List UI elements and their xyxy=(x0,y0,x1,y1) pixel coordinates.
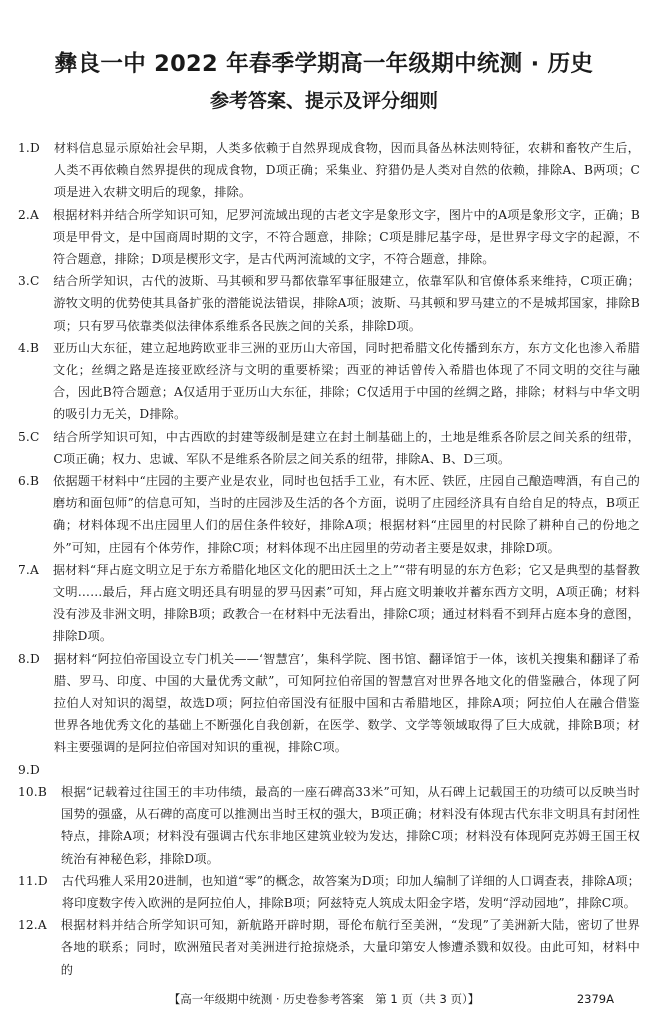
answer-number xyxy=(18,426,53,470)
question-number: 3. xyxy=(18,274,30,289)
answer-item xyxy=(18,137,640,204)
answer-choice: C xyxy=(29,274,40,289)
answer-list xyxy=(18,137,640,981)
answer-item xyxy=(18,648,640,759)
answer-item xyxy=(18,914,640,981)
answer-item xyxy=(18,559,640,648)
question-number: 4. xyxy=(18,340,30,355)
answer-choice: B xyxy=(29,340,40,355)
answer-number xyxy=(18,914,61,981)
answer-choice: B xyxy=(29,474,40,489)
answer-item xyxy=(18,470,640,559)
question-number: 2. xyxy=(18,207,30,222)
answer-explanation: 材料信息显示原始社会早期，人类多依赖于自然界现成食物，因而具备丛林法则特征，农耕和畜牧产生后，人类不再依赖自然界提供的现成食物，D项正确；采集业、狩猎仍是人类对自然的依赖，排除A、B两项；C项是进入农耕文明后的现象，排除。 xyxy=(53,141,640,200)
answer-choice: D xyxy=(37,873,48,888)
answer-explanation: 依据题干材料中“庄园的主要产业是农业，同时也包括手工业，有木匠、铁匠，庄园自己酿造啤酒，有自己的磨坊和面包师”的信息可知，当时的庄园涉及生活的各个方面，说明了庄园经济具有自给自足的特点，B项正确；材料体现不出庄园里人们的居住条件较好，排除A项；根据材料“庄园里的村民除了耕种自己的份地之外”可知，庄园有个体劳作，排除C项；材料体现不出庄园里的劳动者主要是奴隶，排除D项。 xyxy=(53,474,640,555)
answer-number xyxy=(18,137,54,204)
answer-explanation: 古代玛雅人采用20进制，也知道“零”的概念，故答案为D项；印加人编制了详细的人口调查表，排除A项；将印度数字传入欧洲的是阿拉伯人，排除B项；阿兹特克人筑成太阳金字塔，发明“浮动园地”，排除C项。 xyxy=(61,873,640,910)
answer-choice: A xyxy=(29,562,39,577)
answer-item xyxy=(18,759,640,781)
question-number: 9. xyxy=(18,762,30,777)
answer-explanation: 根据材料并结合所学知识可知，尼罗河流域出现的古老文字是象形文字，图片中的A项是象形文字，正确；B项是甲骨文，是中国商周时期的文字，不符合题意，排除；C项是腓尼基字母，是世界字母文字的起源，不符合题意，排除；D项是楔形文字，是古代两河流域的文字，不符合题意，排除。 xyxy=(52,207,640,267)
answer-choice: B xyxy=(37,784,47,799)
answer-explanation: 据材料“阿拉伯帝国设立专门机关——‘智慧宫’，集科学院、图书馆、翻译馆于一体，该机关搜集和翻译了希腊、罗马、印度、中国的大量优秀文献”，可知阿拉伯帝国的智慧宫对世界各地文化的借鉴融合，体现了阿拉伯人对知识的渴望，故选D项；阿拉伯帝国没有征服中国和古希腊地区，排除A项；阿拉伯人在融合借鉴世界各地优秀文化的基础上不断强化自我创新，在医学、数学、文学等领域取得了巨大成就，排除B项；材料主要强调的是阿拉伯帝国对知识的重视，排除C项。 xyxy=(53,651,640,755)
question-number: 8. xyxy=(18,651,30,666)
footer-code: 2379A xyxy=(576,992,614,1006)
answer-choice: D xyxy=(29,762,40,777)
answer-number xyxy=(18,470,53,559)
answer-explanation: 结合所学知识，古代的波斯、马其顿和罗马都依靠军事征服建立，依靠军队和官僚体系来维持，C项正确；游牧文明的优势使其具备扩张的潜能说法错误，排除A项；波斯、马其顿和罗马建立的不是城邦国家，排除B项；只有罗马依靠类似法律体系维系各民族之间的关系，排除D项。 xyxy=(53,274,640,333)
answer-choice: A xyxy=(29,207,39,222)
answer-explanation xyxy=(54,759,640,781)
answer-choice: A xyxy=(37,918,47,933)
footer-label: 【高一年级期中统测 · 历史卷参考答案 第 1 页（共 3 页）】 xyxy=(168,992,480,1006)
answer-item xyxy=(18,870,640,914)
question-number: 11. xyxy=(18,873,38,888)
answer-explanation: 根据“记载着过往国王的丰功伟绩，最高的一座石碑高33米”可知，从石碑上记载国王的功绩可以反映当时国势的强盛，从石碑的高度可以推测出当时王权的强大，B项正确；材料没有体现古代东非文明具有封闭性特点，排除A项；材料没有强调古代东非地区建筑业较为发达，排除C项；材料没有体现阿克苏姆王国王权统治有神秘色彩，排除D项。 xyxy=(60,784,640,866)
answer-number xyxy=(18,781,61,870)
answer-item xyxy=(18,426,640,470)
answer-choice: D xyxy=(29,141,40,155)
answer-number xyxy=(18,270,53,337)
question-number: 12. xyxy=(18,918,38,933)
answer-explanation: 根据材料并结合所学知识可知，新航路开辟时期，哥伦布航行至美洲，“发现”了美洲新大陆，密切了世界各地的联系；同时，欧洲殖民者对美洲进行抢掠烧杀，大量印第安人惨遭杀戮和奴役。由此可知，材料中的 xyxy=(60,918,640,977)
answer-number xyxy=(18,559,53,648)
page-subtitle: 参考答案、提示及评分细则 xyxy=(209,90,438,112)
page-title: 彝良一中 2022 年春季学期高一年级期中统测 · 历史 xyxy=(54,51,594,77)
answer-item xyxy=(18,270,640,337)
question-number: 5. xyxy=(18,429,30,444)
answer-item xyxy=(18,204,640,271)
answer-number xyxy=(18,337,53,426)
answer-choice: C xyxy=(29,429,40,444)
answer-explanation: 结合所学知识可知，中古西欧的封建等级制是建立在封土制基础上的，土地是维系各阶层之间关系的纽带，C项正确；权力、忠诚、军队不是维系各阶层之间关系的纽带，排除A、B、D三项。 xyxy=(53,429,640,466)
question-number: 7. xyxy=(18,562,30,577)
answer-explanation: 亚历山大东征，建立起地跨欧亚非三洲的亚历山大帝国，同时把希腊文化传播到东方，东方文化也渗入希腊文化；丝绸之路是连接亚欧经济与文明的重要桥梁；西亚的神话曾传入希腊也体现了不同文明的交往与融合，因此B符合题意；A仅适用于亚历山大东征，排除；C仅适用于中国的丝绸之路，排除；材料与中华文明的吸引力无关，D排除。 xyxy=(53,340,640,422)
question-number: 6. xyxy=(18,474,30,489)
question-number: 1. xyxy=(18,141,30,155)
answer-number xyxy=(18,759,54,781)
answer-number xyxy=(18,204,53,271)
answer-number xyxy=(18,870,62,914)
question-number: 10. xyxy=(18,784,38,799)
answer-item xyxy=(18,337,640,426)
answer-explanation: 据材料“拜占庭文明立足于东方希腊化地区文化的肥田沃土之上”“带有明显的东方色彩；它又是典型的基督教文明……最后，拜占庭文明还具有明显的罗马因素”可知，拜占庭文明兼收并蓄东西方文明，A项正确；材料没有涉及非洲文明，排除B项；政教合一在材料中无法看出，排除C项；通过材料看不到拜占庭本身的意图，排除D项。 xyxy=(52,562,640,644)
answer-choice: D xyxy=(29,651,40,666)
answer-number xyxy=(18,648,54,759)
answer-item xyxy=(18,781,640,870)
